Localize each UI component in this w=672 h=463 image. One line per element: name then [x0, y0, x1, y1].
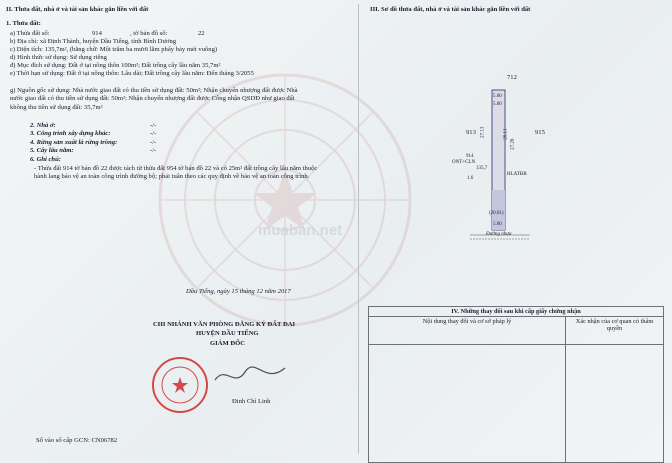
map-len-left: 27.13 [480, 126, 486, 138]
house-heading: 2. Nhà ở: [30, 122, 56, 129]
map-sheet-label: , tờ bản đồ số: [130, 30, 168, 37]
map-road-label: Đường nhựa [486, 232, 512, 237]
map-dim-low: 5.00 [493, 222, 502, 227]
issue-date: Dầu Tiếng, ngày 15 tháng 12 năm 2017 [186, 288, 291, 295]
office-name: CHI NHÁNH VĂN PHÒNG ĐĂNG KÝ ĐẤT ĐAI [153, 321, 296, 328]
usage-purpose-line: đ) Mục đích sử dụng: Đất ở tại nông thôn 100m²; Đất trồng cây lâu năm 35,7m² [10, 62, 221, 69]
map-parcel-number: 914 [466, 154, 474, 159]
parcel-label: a) Thửa đất số: [10, 30, 50, 37]
office-district: HUYỆN DẦU TIẾNG [196, 330, 259, 337]
map-dim-mid: 5.00 [493, 102, 502, 107]
map-hlat-label: HLATĐB [507, 172, 527, 177]
signer-name: Đinh Chí Linh [232, 398, 271, 405]
building-heading: 3. Công trình xây dựng khác: [30, 130, 111, 137]
area-line: c) Diện tích: 135,7m², (bằng chữ: Một trăm ba mươi lăm phẩy bảy mét vuông) [10, 46, 218, 53]
map-neighbor-712: 712 [507, 74, 517, 81]
map-len-mid: 20.11 [503, 128, 509, 140]
official-seal-icon [150, 355, 210, 415]
map-sheet-number: 22 [198, 30, 205, 37]
certificate-number: Số vào sổ cấp GCN: CN06782 [36, 437, 118, 444]
map-neighbor-913: 913 [466, 129, 476, 136]
section-iii-title: III. Sơ đồ thửa đất, nhà ở và tài sản khác gắn liền với đất [370, 6, 531, 13]
map-dim-top: 5.00 [493, 94, 502, 99]
map-len-right: 27.26 [510, 138, 516, 150]
map-neighbor-915: 915 [535, 129, 545, 136]
origin-line: g) Nguồn gốc sử dụng: Nhà nước giao đất có thu tiền sử dụng đất: 50m²; Nhận chuyển nhượng đất được Nhà nước giao đất có thu tiền sử dụng đất: 50m²; Nhận chuyển nhượng đất được Công nhận QSDĐ như giao đất không thu tiền sử dụng đất: 35,7m² [10, 87, 298, 111]
house-value: -/- [150, 122, 157, 129]
forest-value: -/- [150, 139, 157, 146]
section-iv-title: IV. Những thay đổi sau khi cấp giấy chứng nhận [369, 307, 664, 317]
map-parcel-code: ONT+CLN [452, 160, 476, 165]
usage-term-line: e) Thời hạn sử dụng: Đất ở tại nông thôn: Lâu dài; Đất trồng cây lâu năm: Đến tháng 3/2055 [10, 70, 254, 77]
address-line: b) Địa chỉ: xã Định Thành, huyện Dầu Tiếng, tỉnh Bình Dương [10, 38, 177, 45]
usage-form-line: d) Hình thức sử dụng: Sử dụng riêng [10, 54, 107, 61]
forest-heading: 4. Rừng sản xuất là rừng trồng: [30, 139, 118, 146]
column-divider [358, 4, 359, 454]
map-side-dim: 1.6 [467, 176, 474, 181]
map-dim-2001: (20.01) [489, 211, 504, 216]
signature-icon [210, 360, 290, 390]
notes-heading: 6. Ghi chú: [30, 156, 61, 163]
building-value: -/- [150, 130, 157, 137]
map-parcel-area: 135,7 [476, 166, 488, 171]
changes-table [368, 306, 664, 463]
office-title: GIÁM ĐỐC [210, 340, 245, 347]
trees-heading: 5. Cây lâu năm: [30, 147, 74, 154]
changes-col-confirm: Xác nhận của cơ quan có thẩm quyền [566, 317, 664, 345]
changes-cell-confirm [566, 345, 664, 463]
parcel-number: 914 [92, 30, 102, 37]
changes-col-content: Nội dung thay đổi và cơ sở pháp lý [369, 317, 566, 345]
trees-value: -/- [150, 147, 157, 154]
note-text: - Thửa đất 914 tờ bản đồ 22 được tách từ thửa đất 954 tờ bản đồ 22 và có 25m² đất trồng cây lâu năm thuộc hành lang bảo vệ an toàn công trình đường bộ; phải tuân theo các quy định về bảo vệ an toàn công trình. [34, 165, 318, 181]
subsection-land: 1. Thửa đất: [6, 20, 41, 27]
watermark-brand: muaban.net [258, 222, 343, 239]
changes-cell-content [369, 345, 566, 463]
section-ii-title: II. Thửa đất, nhà ở và tài sản khác gắn liền với đất [6, 6, 149, 13]
